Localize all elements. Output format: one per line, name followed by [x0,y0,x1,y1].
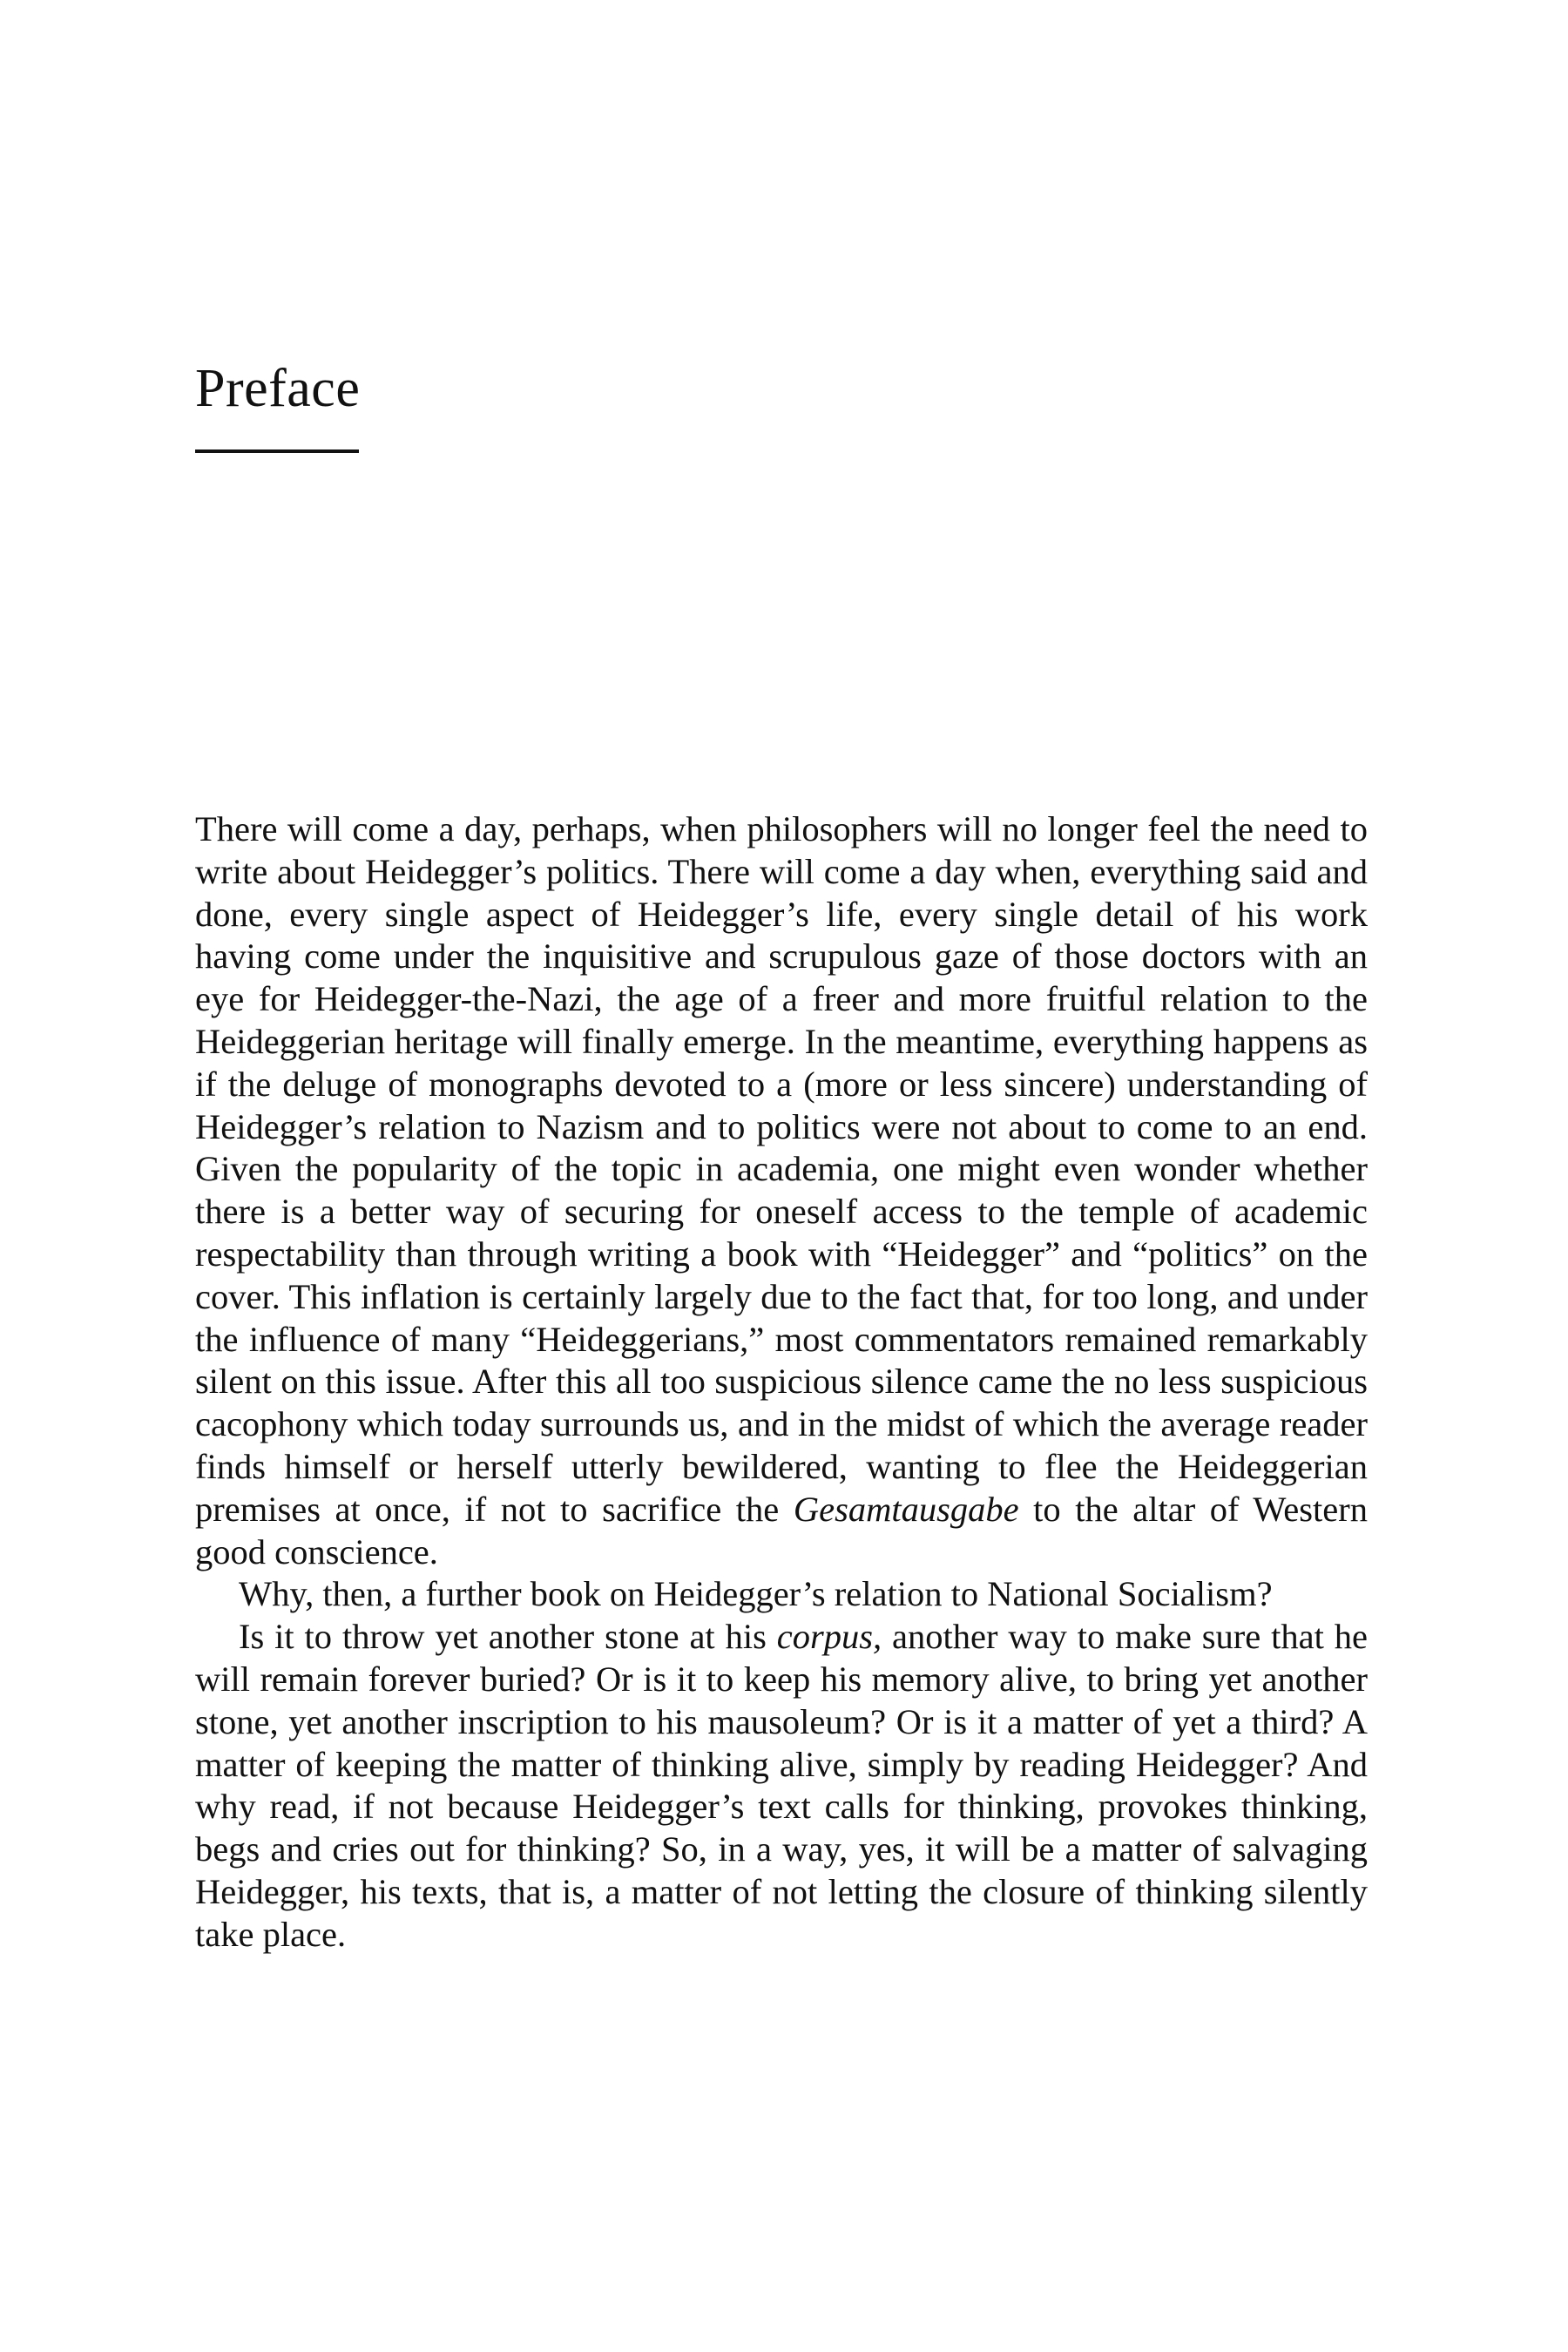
paragraph-1-italic-term: Gesamtausgabe [793,1489,1019,1529]
preface-body [195,808,1368,1957]
paragraph-1-text-b: to the altar of Western good conscience. [195,1489,1368,1571]
title-underline-rule [195,449,359,453]
paragraph-2: Why, then, a further book on Heidegger’s relation to National Socialism? [239,1574,1273,1614]
paragraph-3 [195,1616,1368,1956]
paragraph-3-italic-term: corpus, [776,1617,882,1657]
paragraph-3-text-b: another way to make sure that he will remain forever buried? Or is it to keep his memory alive, to bring yet another stone, yet another inscription to his mausoleum? Or is it a matter of yet a third? A matter of keeping the matter of thinking alive, simply by reading Heidegger? And why read, if not because Heidegger’s text calls for thinking, provokes thinking, begs and cries out for thinking? So, in a way, yes, it will be a matter of salvaging Heidegger, his texts, that is, a matter of not letting the closure of thinking silently take place. [195,1617,1369,1954]
paragraph-1-text-a: There will come a day, perhaps, when philosophers will no longer feel the need to write about Heidegger’s politics. There will come a day when, everything said and done, every single aspect of Heidegger’s life, every single detail of his work having come under the inquisitive and scrupulous gaze of those doctors with an eye for Heidegger-the-Nazi, the age of a freer and more fruitful relation to the Heideggerian heritage will finally emerge. In the meantime, everything happens as if the deluge of monographs devoted to a (more or less sincere) understanding of Heidegger’s relation to Nazism and to politics were not about to come to an end. Given the popularity of the topic in academia, one might even wonder whether there is a better way of securing for oneself access to the temple of academic respectability than through writing a book with “Heidegger” and “politics” on the cover. This inflation is certainly largely due to the fact that, for too long, and under the influence of many “Heideggerians,” most commentators remained remarkably silent on this issue. After this all too suspicious silence came the no less suspicious cacophony which today surrounds us, and in the midst of which the average reader finds himself or herself utterly bewildered, wanting to flee the Heideggerian premises at once, if not to sacrifice the [195,809,1368,1529]
paragraph-3-text-a: Is it to throw yet another stone at his [239,1617,777,1657]
chapter-title: Preface [195,359,361,418]
paragraph-1 [195,808,1368,1573]
